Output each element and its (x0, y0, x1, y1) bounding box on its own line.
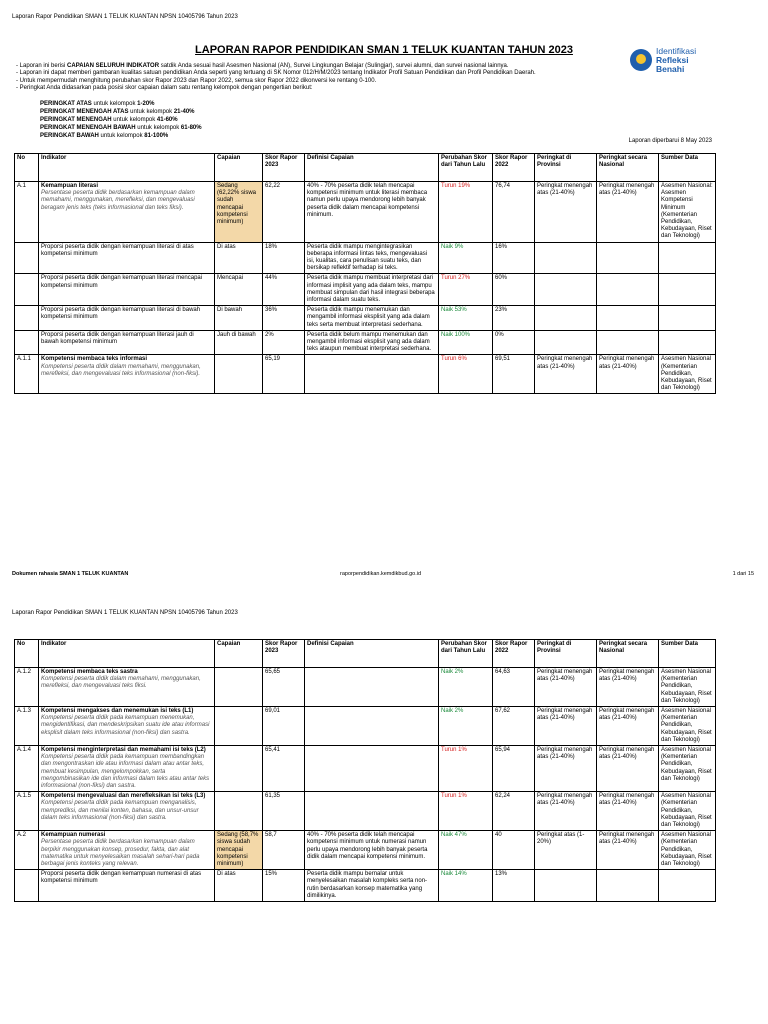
indicator-cell (39, 746, 215, 792)
score-change: Naik 47% (439, 831, 493, 870)
province-rank: Peringkat menengah atas (21-40%) (535, 707, 597, 746)
column-header: Sumber Data (659, 154, 716, 182)
definition-cell (305, 668, 439, 707)
capaian-cell: Di bawah (215, 306, 263, 331)
intro-line-3: - Untuk mempermudah menghitung perubahan skor Rapor 2023 dan Rapor 2022, semua skor Rapor 2022 dikonversi ke rentang 0-100. (16, 77, 377, 84)
score-2022: 0% (493, 330, 535, 355)
data-source: Asesmen Nasional (Kementerian Pendidikan, Kebudayaan, Riset dan Teknologi) (659, 707, 716, 746)
column-header: No (15, 640, 39, 668)
indicator-number: A.1.4 (15, 746, 39, 792)
score-change: Naik 14% (439, 870, 493, 902)
indicator-title: Kompetensi mengevaluasi dan merefleksikan isi teks (L3) (41, 793, 206, 800)
column-header: Peringkat di Provinsi (535, 154, 597, 182)
data-source: Asesmen Nasional (Kementerian Pendidikan, Kebudayaan, Riset dan Teknologi) (659, 792, 716, 831)
capaian-cell: Sedang (58,7% siswa sudah mencapai kompetensi minimum) (215, 831, 263, 870)
indicator-description: Persentase peserta didik berdasarkan kemampuan dalam memahami, menggunakan, merefleksi, dan mengevaluasi beragam jenis teks (teks informasional dan teks fiksi). (41, 190, 195, 211)
national-rank: Peringkat menengah atas (21-40%) (597, 746, 659, 792)
indicator-description: Persentase peserta didik berdasarkan kemampuan dalam berpikir menggunakan konsep, prosedur, fakta, dan alat matematika untuk menyelesaikan masalah sehari-hari pada berbagai jenis konteks yang relevan. (41, 839, 200, 868)
indicator-number (15, 274, 39, 306)
indicator-cell (39, 831, 215, 870)
logo-line-1: Identifikasi (656, 45, 697, 56)
indicator-cell (39, 182, 215, 243)
column-header: Skor Rapor 2023 (263, 640, 305, 668)
national-rank: Peringkat menengah atas (21-40%) (597, 668, 659, 707)
indicator-description: Kompetensi peserta didik pada kemampuan menganalisis, memprediksi, dan menilai konten, bahasa, dan unsur-unsur dalam teks informasional (non-fiksi) dan sastra. (41, 800, 199, 821)
indicator-description: Kompetensi peserta didik pada kemampuan menemukan, mengidentifikasi, dan mendeskripsikan suatu ide atau informasi eksplisit dalam teks informasional (non-fiksi) dan sastra. (41, 715, 210, 736)
score-2022: 16% (493, 242, 535, 274)
indicator-number: A.1.3 (15, 707, 39, 746)
national-rank (597, 306, 659, 331)
logo-line-3: Benahi (656, 63, 685, 74)
indicator-cell (39, 707, 215, 746)
national-rank: Peringkat menengah atas (21-40%) (597, 182, 659, 243)
definition-cell (305, 355, 439, 394)
indicator-description: Kompetensi peserta didik pada kemampuan membandingkan dan mengontraskan ide atau informasi dalam atau antar teks, membuat kesimpulan, mengelompokkan, serta mengombinasikan ide dan informasi dalam teks atau antar teks informasional (non-fiksi) dan sastra. (41, 754, 210, 790)
province-rank (535, 306, 597, 331)
column-header: Peringkat secara Nasional (597, 154, 659, 182)
indicator-label: Proporsi peserta didik dengan kemampuan literasi di atas kompetensi minimum (41, 243, 194, 257)
indicator-cell (39, 330, 215, 355)
score-2022: 76,74 (493, 182, 535, 243)
score-change: Turun 6% (439, 355, 493, 394)
national-rank: Peringkat menengah atas (21-40%) (597, 707, 659, 746)
intro-line-2: - Laporan ini dapat memberi gambaran kualitas satuan pendidikan Anda seperti yang tertuang di SK Nomor 012/H/M/2023 tentang Indikator Profil Satuan Pendidikan dan Profil Pendidikan Daerah. (16, 70, 536, 77)
indicator-table (14, 153, 716, 394)
table-row (15, 792, 716, 831)
score-2023: 65,19 (263, 355, 305, 394)
indicator-number (15, 330, 39, 355)
column-header: Capaian (215, 154, 263, 182)
score-2023: 58,7 (263, 831, 305, 870)
indicator-cell (39, 274, 215, 306)
data-source (659, 870, 716, 902)
definition-cell: 40% - 70% peserta didik telah mencapai kompetensi minimum untuk numerasi namun perlu upaya mendorong lebih banyak peserta didik dalam mencapai kompetensi minimum. (305, 831, 439, 870)
province-rank (535, 242, 597, 274)
score-2023: 44% (263, 274, 305, 306)
province-rank (535, 870, 597, 902)
score-change: Naik 53% (439, 306, 493, 331)
rank-item: PERINGKAT MENENGAH BAWAH untuk kelompok 61-80% (40, 125, 202, 131)
indicator-title: Kompetensi membaca teks informasi (41, 356, 148, 363)
indicator-number (15, 870, 39, 902)
table-row (15, 306, 716, 331)
rank-item: PERINGKAT MENENGAH untuk kelompok 41-60% (40, 117, 178, 123)
column-header: Indikator (39, 640, 215, 668)
capaian-cell: Sedang (62,22% siswa sudah mencapai kompetensi minimum) (215, 182, 263, 243)
page-header: Laporan Rapor Pendidikan SMAN 1 TELUK KUANTAN NPSN 10405796 Tahun 2023 (12, 610, 238, 616)
province-rank: Peringkat menengah atas (21-40%) (535, 668, 597, 707)
capaian-cell (215, 707, 263, 746)
rank-item: PERINGKAT ATAS untuk kelompok 1-20% (40, 101, 155, 107)
logo (630, 44, 710, 76)
score-change: Turun 27% (439, 274, 493, 306)
indicator-description: Kompetensi peserta didik dalam memahami, menggunakan, merefleksi, dan mengevaluasi teks informasional (non-fiksi). (41, 363, 201, 377)
page-number: 1 dari 15 (732, 571, 754, 577)
column-header: Peringkat di Provinsi (535, 640, 597, 668)
capaian-cell: Di atas (215, 870, 263, 902)
column-header: Indikator (39, 154, 215, 182)
province-rank: Peringkat menengah atas (21-40%) (535, 746, 597, 792)
logo-line-2: Refleksi (656, 54, 689, 65)
score-2023: 65,41 (263, 746, 305, 792)
national-rank (597, 330, 659, 355)
score-change: Naik 100% (439, 330, 493, 355)
data-source: Asesmen Nasional (Kementerian Pendidikan, Kebudayaan, Riset dan Teknologi) (659, 831, 716, 870)
indicator-cell (39, 306, 215, 331)
score-2023: 61,35 (263, 792, 305, 831)
data-source: Asesmen Nasional (Kementerian Pendidikan, Kebudayaan, Riset dan Teknologi) (659, 668, 716, 707)
column-header: Skor Rapor 2023 (263, 154, 305, 182)
score-2023: 69,01 (263, 707, 305, 746)
definition-cell: Peserta didik belum mampu menemukan dan mengambil informasi eksplisit yang ada dalam teks ataupun membuat interpretasi sederhana. (305, 330, 439, 355)
capaian-cell: Di atas (215, 242, 263, 274)
column-header: Definisi Capaian (305, 154, 439, 182)
indicator-label: Proporsi peserta didik dengan kemampuan literasi di bawah kompetensi minimum (41, 307, 201, 321)
definition-cell (305, 707, 439, 746)
score-2022: 67,62 (493, 707, 535, 746)
province-rank (535, 274, 597, 306)
score-2022: 64,63 (493, 668, 535, 707)
data-source: Asesmen Nasional: Asesmen Kompetensi Minimum (Kementerian Pendidikan, Kebudayaan, Riset dan Teknologi) (659, 182, 716, 243)
definition-cell: Peserta didik mampu mengintegrasikan beberapa informasi lintas teks, mengevaluasi isi, kualitas, cara penulisan suatu teks, dan bersikap reflektif terhadap isi teks. (305, 242, 439, 274)
table-row (15, 668, 716, 707)
score-change: Turun 1% (439, 792, 493, 831)
definition-cell (305, 746, 439, 792)
indicator-cell (39, 668, 215, 707)
score-2022: 40 (493, 831, 535, 870)
report-title: LAPORAN RAPOR PENDIDIKAN SMAN 1 TELUK KUANTAN TAHUN 2023 (195, 44, 573, 56)
score-2022: 69,51 (493, 355, 535, 394)
updated-date: Laporan diperbarui 8 May 2023 (628, 138, 712, 144)
score-2022: 23% (493, 306, 535, 331)
indicator-number: A.1.2 (15, 668, 39, 707)
column-header: Sumber Data (659, 640, 716, 668)
score-2022: 60% (493, 274, 535, 306)
indicator-title: Kompetensi menginterpretasi dan memahami isi teks (L2) (41, 747, 206, 754)
report-page-2 (0, 590, 768, 1024)
national-rank (597, 242, 659, 274)
table-row (15, 707, 716, 746)
table-row (15, 182, 716, 243)
score-change: Naik 2% (439, 707, 493, 746)
indicator-number: A.1 (15, 182, 39, 243)
table-header-row (15, 640, 716, 668)
definition-cell: 40% - 70% peserta didik telah mencapai kompetensi minimum untuk literasi membaca namun perlu upaya mendorong lebih banyak peserta didik dalam mencapai kompetensi minimum. (305, 182, 439, 243)
national-rank: Peringkat menengah atas (21-40%) (597, 792, 659, 831)
table-row (15, 355, 716, 394)
definition-cell (305, 792, 439, 831)
data-source (659, 306, 716, 331)
definition-cell: Peserta didik mampu bernalar untuk menyelesaikan masalah kompleks serta non-rutin berdasarkan konsep matematika yang dimilikinya. (305, 870, 439, 902)
indicator-cell (39, 792, 215, 831)
indicator-cell (39, 242, 215, 274)
province-rank: Peringkat menengah atas (21-40%) (535, 182, 597, 243)
table-row (15, 831, 716, 870)
score-2023: 18% (263, 242, 305, 274)
score-change: Naik 9% (439, 242, 493, 274)
indicator-description: Kompetensi peserta didik dalam memahami, menggunakan, merefleksi, dan mengevaluasi teks fiksi. (41, 676, 201, 690)
score-2023: 36% (263, 306, 305, 331)
column-header: No (15, 154, 39, 182)
province-rank: Peringkat menengah atas (21-40%) (535, 355, 597, 394)
indicator-number: A.1.5 (15, 792, 39, 831)
indicator-cell (39, 870, 215, 902)
indicator-label: Proporsi peserta didik dengan kemampuan numerasi di atas kompetensi minimum (41, 871, 202, 885)
indicator-label: Proporsi peserta didik dengan kemampuan literasi mencapai kompetensi minimum (41, 275, 203, 289)
data-source (659, 274, 716, 306)
column-header: Definisi Capaian (305, 640, 439, 668)
column-header: Perubahan Skor dari Tahun Lalu (439, 154, 493, 182)
rank-item: PERINGKAT MENENGAH ATAS untuk kelompok 21-40% (40, 109, 195, 115)
capaian-cell (215, 792, 263, 831)
intro-line-4: - Peringkat Anda didasarkan pada posisi skor capaian dalam satu rentang kelompok dengan pengertian berikut: (16, 85, 313, 92)
score-2022: 65,94 (493, 746, 535, 792)
capaian-cell: Jauh di bawah (215, 330, 263, 355)
intro-line-1: - Laporan ini berisi CAPAIAN SELURUH INDIKATOR satdik Anda sesuai hasil Asesmen Nasional (AN), Survei Lingkungan Belajar (Sulingjar), survei alumni, dan survei nasional lainnya. (16, 63, 509, 69)
indicator-number: A.1.1 (15, 355, 39, 394)
data-source: Asesmen Nasional (Kementerian Pendidikan, Kebudayaan, Riset dan Teknologi) (659, 746, 716, 792)
column-header: Skor Rapor 2022 (493, 154, 535, 182)
data-source: Asesmen Nasional (Kementerian Pendidikan, Kebudayaan, Riset dan Teknologi) (659, 355, 716, 394)
score-2023: 2% (263, 330, 305, 355)
province-rank: Peringkat atas (1-20%) (535, 831, 597, 870)
national-rank: Peringkat menengah atas (21-40%) (597, 831, 659, 870)
table-row (15, 746, 716, 792)
indicator-title: Kompetensi membaca teks sastra (41, 669, 138, 675)
score-2023: 65,65 (263, 668, 305, 707)
table-row (15, 330, 716, 355)
data-source (659, 242, 716, 274)
table-row (15, 274, 716, 306)
indicator-cell (39, 355, 215, 394)
indicator-number (15, 242, 39, 274)
rank-legend (40, 100, 202, 140)
table-row (15, 242, 716, 274)
score-change: Naik 2% (439, 668, 493, 707)
capaian-cell: Mencapai (215, 274, 263, 306)
intro-notes (16, 63, 636, 93)
footer-url: raporpendidikan.kemdikbud.go.id (340, 571, 422, 577)
footer-left: Dokumen rahasia SMAN 1 TELUK KUANTAN (12, 571, 129, 577)
indicator-title: Kemampuan numerasi (41, 832, 106, 839)
score-2022: 62,24 (493, 792, 535, 831)
national-rank: Peringkat menengah atas (21-40%) (597, 355, 659, 394)
score-2022: 13% (493, 870, 535, 902)
capaian-cell (215, 355, 263, 394)
indicator-table (14, 639, 716, 902)
score-2023: 62,22 (263, 182, 305, 243)
indicator-label: Proporsi peserta didik dengan kemampuan literasi jauh di bawah kompetensi minimum (41, 331, 194, 346)
data-source (659, 330, 716, 355)
rank-item: PERINGKAT BAWAH untuk kelompok 81-100% (40, 133, 169, 139)
national-rank (597, 274, 659, 306)
national-rank (597, 870, 659, 902)
table-row (15, 870, 716, 902)
capaian-cell (215, 746, 263, 792)
capaian-cell (215, 668, 263, 707)
page-header: Laporan Rapor Pendidikan SMAN 1 TELUK KUANTAN NPSN 10405796 Tahun 2023 (12, 14, 238, 20)
definition-cell: Peserta didik mampu menemukan dan mengambil informasi eksplisit yang ada dalam teks serta membuat interpretasi sederhana. (305, 306, 439, 331)
score-2023: 15% (263, 870, 305, 902)
score-change: Turun 1% (439, 746, 493, 792)
indicator-title: Kompetensi mengakses dan menemukan isi teks (L1) (41, 708, 194, 715)
table-header-row (15, 154, 716, 182)
indicator-number (15, 306, 39, 331)
column-header: Peringkat secara Nasional (597, 640, 659, 668)
province-rank (535, 330, 597, 355)
province-rank: Peringkat menengah atas (21-40%) (535, 792, 597, 831)
column-header: Skor Rapor 2022 (493, 640, 535, 668)
indicator-title: Kemampuan literasi (41, 183, 99, 189)
definition-cell: Peserta didik mampu membuat interpretasi dari informasi implisit yang ada dalam teks, mampu membuat simpulan dari hasil integrasi beberapa informasi dalam suatu teks. (305, 274, 439, 306)
score-change: Turun 19% (439, 182, 493, 243)
column-header: Perubahan Skor dari Tahun Lalu (439, 640, 493, 668)
indicator-number: A.2 (15, 831, 39, 870)
column-header: Capaian (215, 640, 263, 668)
